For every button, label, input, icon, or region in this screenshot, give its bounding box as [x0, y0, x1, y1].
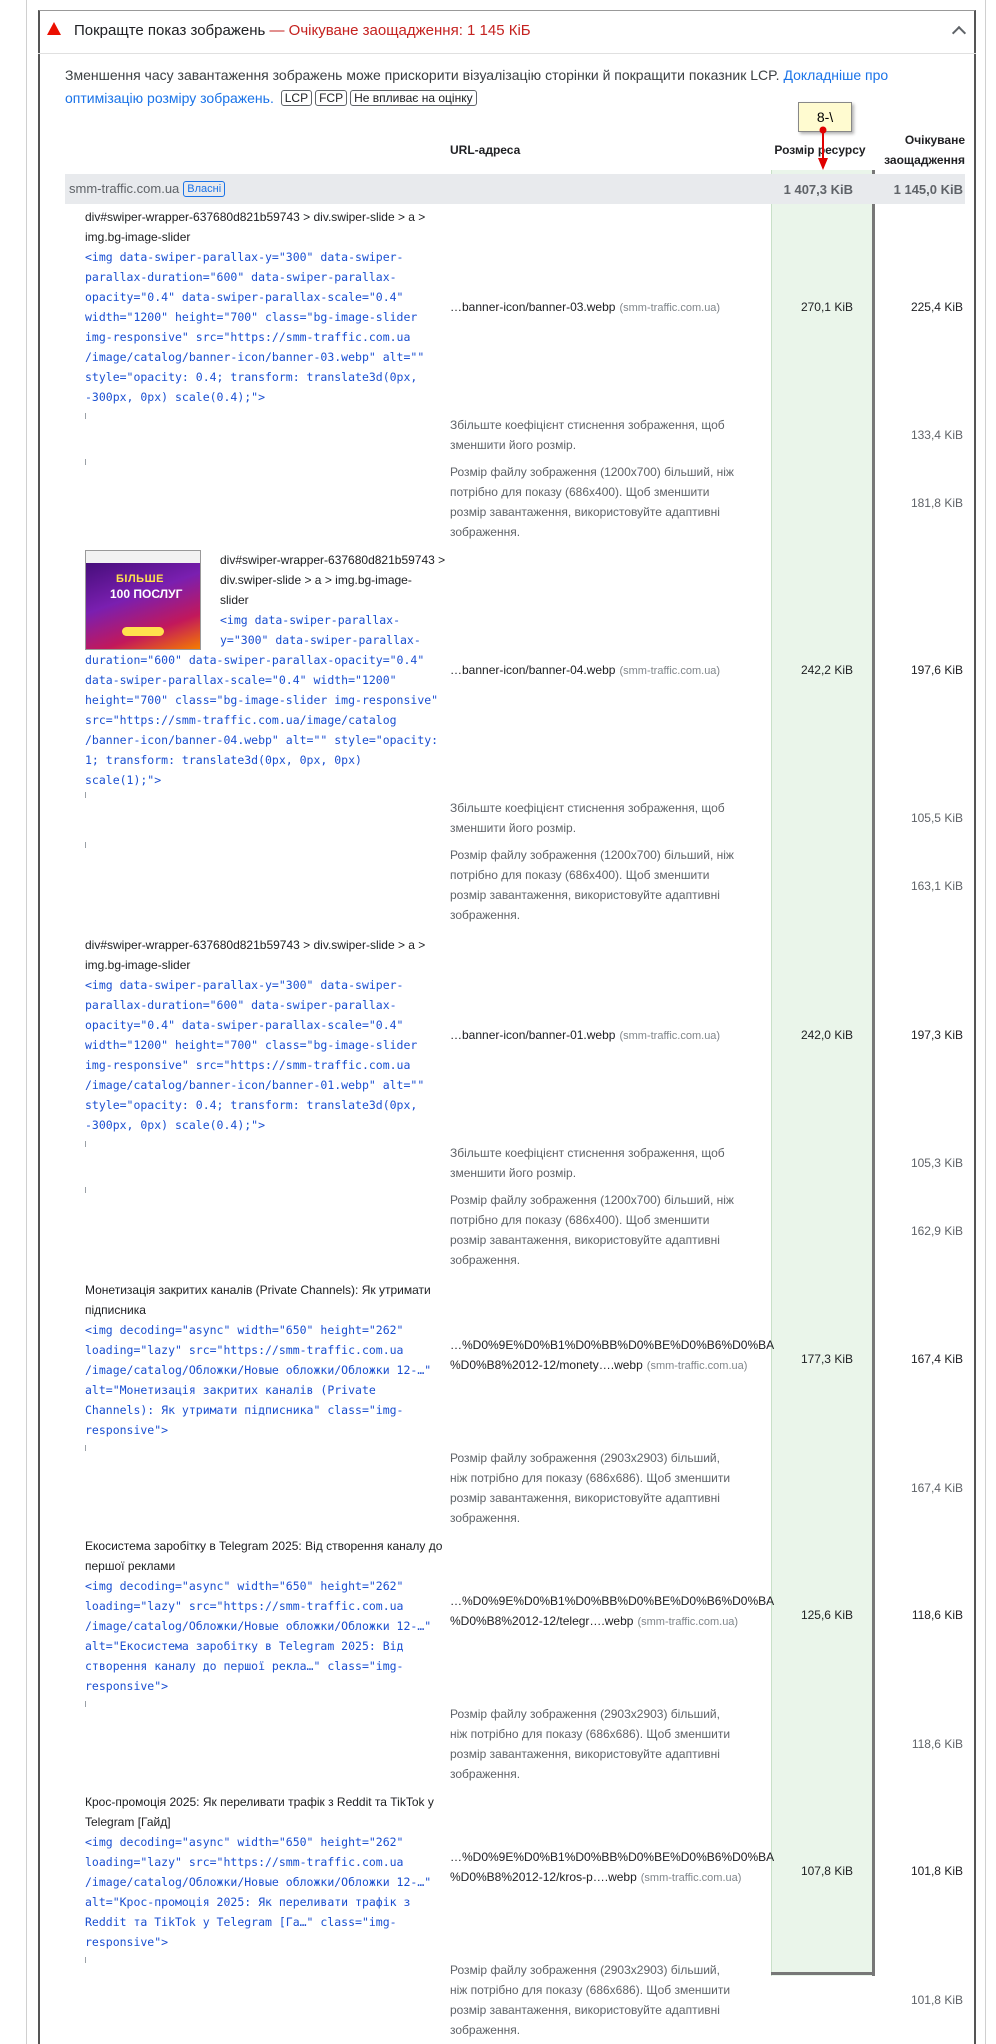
sub-item-savings: 105,3 KiB — [910, 1156, 963, 1170]
group-entity — [69, 181, 225, 197]
resource-origin: (smm-traffic.com.ua) — [619, 302, 721, 314]
group-entity-name: smm-traffic.com.ua — [69, 181, 180, 196]
resource-url-text: …banner-icon/banner-01.webp — [450, 1028, 616, 1042]
group-resource-size: 1 407,3 KiB — [783, 182, 853, 197]
resource-url[interactable] — [450, 660, 720, 681]
resource-url[interactable] — [450, 1847, 774, 1888]
node-snippet: <img data-swiper-parallax-y="300" data-swiper- parallax-duration="600" data-swiper-parallax- opacity="0.4" data-swiper-parallax-scale="0.4" width="1200" height="700" class="bg-image-slider img-responsive" src="https://smm-traffic.com.ua /image/catalog/banner-icon/banner-03.webp" alt="" style="opacity: 0.4; transform: translate3d(0px, -300px, 0px) scale(0.4);"> — [85, 250, 425, 404]
resource-origin: (smm-traffic.com.ua) — [646, 1360, 748, 1372]
sub-item-savings: 133,4 KiB — [910, 428, 963, 442]
resource-origin: (smm-traffic.com.ua) — [637, 1616, 739, 1628]
header-savings[interactable] — [875, 130, 965, 170]
annotation-pin-arrow — [818, 126, 828, 172]
node-snippet: <img decoding="async" width="650" height="262" loading="lazy" src="https://smm-traffic.com.ua /image/catalog/Обложки/Новые обложки/Обложки 12-…" alt="Екосистема заробітку в Telegram 2025: Від створення каналу до першої рекла…" class="img- responsive"> — [85, 1579, 432, 1693]
resource-origin: (smm-traffic.com.ua) — [619, 665, 721, 677]
resource-savings: 118,6 KiB — [911, 1608, 963, 1622]
node-label[interactable]: Монетизація закритих каналів (Private Channels): Як утримати підписника — [85, 1283, 431, 1317]
node-snippet: <img data-swiper-parallax-y="300" data-swiper- parallax-duration="600" data-swiper-parallax- opacity="0.4" data-swiper-parallax-scale="0.4" width="1200" height="700" class="bg-image-slider img-responsive" src="https://smm-traffic.com.ua /image/catalog/banner-icon/banner-01.webp" alt="" style="opacity: 0.4; transform: translate3d(0px, -300px, 0px) scale(0.4);"> — [85, 978, 425, 1132]
tree-tick — [85, 1187, 86, 1193]
resource-url[interactable] — [450, 1025, 720, 1046]
resource-url-line1: …%D0%9E%D0%B1%D0%BB%D0%BE%D0%B6%D0%BA — [450, 1338, 775, 1352]
resource-origin: (smm-traffic.com.ua) — [640, 1872, 742, 1884]
chevron-up-icon[interactable] — [952, 26, 966, 40]
resource-origin: (smm-traffic.com.ua) — [619, 1030, 721, 1042]
tag-unscored: Не впливає на оцінку — [350, 90, 476, 106]
table-row — [65, 550, 965, 935]
tree-tick — [85, 1701, 86, 1707]
resource-size: 125,6 KiB — [800, 1608, 853, 1622]
node-label[interactable]: div#swiper-wrapper-637680d821b59743 > div.swiper-slide > a > img.bg-image-slider — [85, 938, 426, 972]
node-snippet-part-a: <img data-swiper-parallax- y="300" data-swiper-parallax- — [220, 613, 421, 647]
tree-tick — [85, 792, 86, 798]
tree-tick — [85, 413, 86, 419]
resource-savings: 225,4 KiB — [910, 300, 963, 314]
sub-item-savings: 101,8 KiB — [910, 1993, 963, 2007]
node-label[interactable]: div#swiper-wrapper-637680d821b59743 > div.swiper-slide > a > img.bg-image- slider — [220, 553, 446, 607]
resource-savings: 167,4 KiB — [910, 1352, 963, 1366]
annotation-tooltip: 8-\ — [798, 102, 852, 132]
header-resource-size[interactable]: Розмір ресурсу — [774, 143, 866, 157]
header-savings-line2: заощадження — [884, 153, 965, 167]
node-snippet: <img decoding="async" width="650" height="262" loading="lazy" src="https://smm-traffic.com.ua /image/catalog/Обложки/Новые обложки/Обложки 12-…" alt="Крос-промоція 2025: Як переливати трафік з Reddit та TikTok у Telegram [Га…" class="img- responsive"> — [85, 1835, 432, 1949]
sub-item-text: Збільште коефіцієнт стиснення зображення, щоб зменшити його розмір. — [450, 418, 725, 452]
sub-item-text: Розмір файлу зображення (1200x700) більший, ніж потрібно для показу (686x400). Щоб зменшити розмір завантаження, використовуйте адаптивні зображення. — [450, 1193, 734, 1267]
resource-url-text: …banner-icon/banner-04.webp — [450, 663, 616, 677]
thumbnail-text-2: 100 ПОСЛУГ — [110, 587, 183, 601]
sub-item-savings: 105,5 KiB — [910, 811, 963, 825]
first-party-badge: Власні — [183, 181, 225, 197]
node-snippet-part-b: duration="600" data-swiper-parallax-opacity="0.4" data-swiper-parallax-scale="0.4" width="1200" height="700" class="bg-image-slider img-responsive" src="https://smm-traffic.com.ua/image/catalog /banner-icon/banner-04.webp" alt="" style="opacity: 1; transform: translate3d(0px, 0px, 0px) scale(1);"> — [85, 653, 439, 787]
node-label[interactable]: div#swiper-wrapper-637680d821b59743 > div.swiper-slide > a > img.bg-image-slider — [85, 210, 426, 244]
resource-savings: 197,6 KiB — [910, 663, 963, 677]
sub-item-text: Розмір файлу зображення (2903x2903) більший, ніж потрібно для показу (686x686). Щоб зменшити розмір завантаження, використовуйте адаптивні зображення. — [450, 1451, 731, 1525]
group-savings: 1 145,0 KiB — [893, 182, 963, 197]
resource-url[interactable] — [450, 1591, 774, 1632]
resource-url[interactable] — [450, 1335, 774, 1376]
tree-tick — [85, 459, 86, 465]
tree-tick — [85, 1445, 86, 1451]
resource-url-line1: …%D0%9E%D0%B1%D0%BB%D0%BE%D0%B6%D0%BA — [450, 1594, 775, 1608]
sub-item-text: Збільште коефіцієнт стиснення зображення, щоб зменшити його розмір. — [450, 1146, 725, 1180]
resource-savings: 101,8 KiB — [910, 1864, 963, 1878]
resource-url-line2: %D0%B8%2012-12/telegr….webp — [450, 1614, 634, 1628]
table-row — [65, 1536, 965, 1786]
sub-item-savings: 162,9 KiB — [910, 1224, 963, 1238]
entity-group-row — [65, 174, 965, 204]
audit-title-text: Покращте показ зображень — [74, 22, 266, 39]
sub-item-text: Розмір файлу зображення (2903x2903) більший, ніж потрібно для показу (686x686). Щоб зменшити розмір завантаження, використовуйте адаптивні зображення. — [450, 1707, 731, 1781]
tree-tick — [85, 1957, 86, 1963]
description-text: Зменшення часу завантаження зображень може прискорити візуалізацію сторінки й покращити показник LCP. — [65, 67, 780, 83]
thumbnail-button — [122, 627, 164, 636]
resource-savings: 197,3 KiB — [910, 1028, 963, 1042]
fail-triangle-icon — [47, 22, 61, 35]
learn-more-link[interactable]: Докладніше про оптимізацію розміру зображень. — [65, 67, 889, 106]
audit-title — [74, 22, 531, 39]
page-frame-right — [985, 0, 986, 2044]
resource-url-text: …banner-icon/banner-03.webp — [450, 300, 616, 314]
thumbnail-text-1: БІЛЬШЕ — [116, 573, 164, 585]
audit-header[interactable] — [38, 10, 976, 54]
node-snippet: <img decoding="async" width="650" height="262" loading="lazy" src="https://smm-traffic.com.ua /image/catalog/Обложки/Новые обложки/Обложки 12-…" alt="Монетизація закритих каналів (Private Channels): Як утримати підписника" class="img- responsive"> — [85, 1323, 432, 1437]
table-row — [65, 207, 965, 547]
resource-url-line2: %D0%B8%2012-12/monety….webp — [450, 1358, 643, 1372]
tree-tick — [85, 1141, 86, 1147]
resource-url-line2: %D0%B8%2012-12/kros-p….webp — [450, 1870, 637, 1884]
resource-size: 242,0 KiB — [800, 1028, 853, 1042]
resource-size: 107,8 KiB — [800, 1864, 853, 1878]
resource-size: 270,1 KiB — [800, 300, 853, 314]
page-frame-left — [26, 0, 27, 2044]
node-label[interactable]: Крос-промоція 2025: Як переливати трафік з Reddit та TikTok у Telegram [Гайд] — [85, 1795, 434, 1829]
tag-fcp: FCP — [315, 90, 347, 106]
resource-size: 177,3 KiB — [800, 1352, 853, 1366]
header-savings-line1: Очікуване — [904, 133, 965, 147]
resource-size: 242,2 KiB — [800, 663, 853, 677]
node-label[interactable]: Екосистема заробітку в Telegram 2025: Від створення каналу до першої реклами — [85, 1539, 443, 1573]
sub-item-savings: 167,4 KiB — [910, 1481, 963, 1495]
audit-savings: — Очікуване заощадження: 1 145 КіБ — [269, 22, 531, 39]
thumbnail-header-bar — [86, 551, 200, 563]
table-row — [65, 1792, 965, 2042]
table-row — [65, 1280, 965, 1530]
sub-item-savings: 118,6 KiB — [911, 1737, 963, 1751]
banner-thumbnail — [85, 550, 201, 650]
sub-item-text: Розмір файлу зображення (1200x700) більший, ніж потрібно для показу (686x400). Щоб зменшити розмір завантаження, використовуйте адаптивні зображення. — [450, 465, 734, 539]
table-row — [65, 935, 965, 1275]
sub-item-text: Збільште коефіцієнт стиснення зображення, щоб зменшити його розмір. — [450, 801, 725, 835]
sub-item-text: Розмір файлу зображення (2903x2903) більший, ніж потрібно для показу (686x686). Щоб зменшити розмір завантаження, використовуйте адаптивні зображення. — [450, 1963, 731, 2037]
sub-item-savings: 181,8 KiB — [910, 496, 963, 510]
tree-tick — [85, 842, 86, 848]
tag-lcp: LCP — [281, 90, 312, 106]
sub-item-savings: 163,1 KiB — [910, 879, 963, 893]
header-url[interactable]: URL-адреса — [450, 143, 521, 157]
resource-url-line1: …%D0%9E%D0%B1%D0%BB%D0%BE%D0%B6%D0%BA — [450, 1850, 775, 1864]
resource-url[interactable] — [450, 297, 720, 318]
sub-item-text: Розмір файлу зображення (1200x700) більший, ніж потрібно для показу (686x400). Щоб зменшити розмір завантаження, використовуйте адаптивні зображення. — [450, 848, 734, 922]
